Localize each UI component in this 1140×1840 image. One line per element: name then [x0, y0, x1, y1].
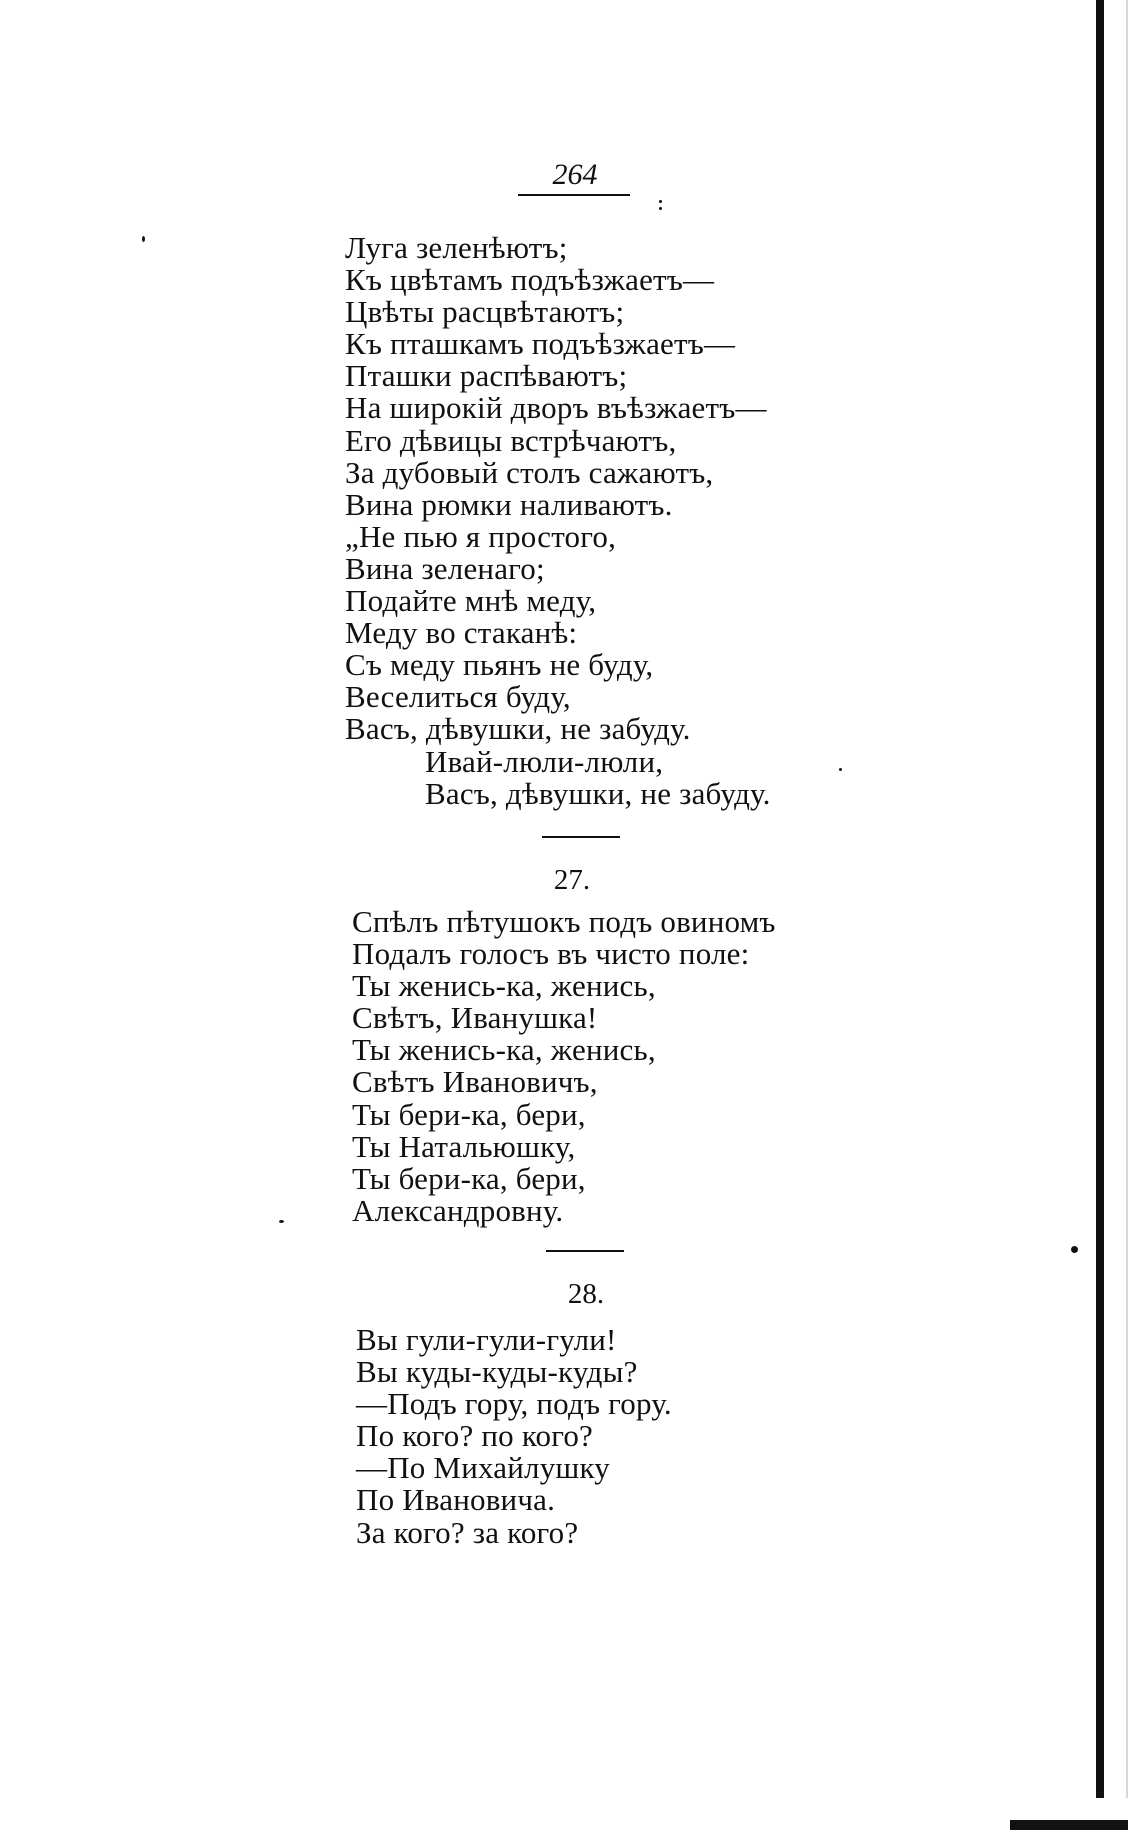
- verse-line: Васъ, дѣвушки, не забуду.: [345, 711, 691, 747]
- scan-artifact-bar: [1010, 1820, 1128, 1830]
- section-divider: [546, 1250, 624, 1252]
- verse-line: Подалъ голосъ въ чисто поле:: [352, 936, 750, 972]
- song-27: [352, 906, 776, 1227]
- refrain-line: Ивай-люли-люли,: [425, 743, 664, 779]
- song-number: 28.: [567, 1278, 605, 1310]
- verse-line: —Подъ гору, подъ гору.: [356, 1386, 672, 1422]
- verse-line: Свѣтъ, Иванушка!: [352, 1000, 598, 1036]
- verse-line: Вина зеленаго;: [345, 550, 545, 586]
- verse-line: Свѣтъ Ивановичъ,: [352, 1064, 598, 1100]
- section-divider: [542, 836, 620, 838]
- verse-line: Веселиться буду,: [345, 679, 571, 715]
- verse-line: За дубовый столъ сажаютъ,: [345, 454, 714, 490]
- verse-line: Цвѣты расцвѣтаютъ;: [345, 294, 625, 330]
- page-edge-line: [1126, 0, 1128, 1798]
- refrain-line: Васъ, дѣвушки, не забуду.: [425, 775, 771, 811]
- verse-line: —По Михайлушку: [356, 1450, 610, 1486]
- verse-line: На широкій дворъ въѣзжаетъ—: [345, 390, 767, 426]
- ink-speck: [839, 768, 842, 771]
- page-number: 264: [552, 158, 598, 191]
- verse-line: Вы гули-гули-гули!: [356, 1322, 617, 1357]
- verse-line: Александровну.: [352, 1192, 564, 1228]
- verse-line: За кого? за кого?: [356, 1514, 579, 1550]
- ink-speck: [142, 236, 145, 242]
- verse-line: Его дѣвицы встрѣчаютъ,: [345, 422, 677, 458]
- verse-line: Вы куды-куды-куды?: [356, 1354, 638, 1390]
- verse-line: Къ цвѣтамъ подъѣзжаетъ—: [345, 262, 715, 298]
- verse-line: Вина рюмки наливаютъ.: [345, 486, 673, 522]
- verse-line: По кого? по кого?: [356, 1418, 594, 1454]
- verse-line: Луга зеленѣютъ;: [345, 230, 568, 265]
- verse-line: „Не пью я простого,: [345, 518, 617, 554]
- verse-line: Ты бери-ка, бери,: [352, 1096, 586, 1132]
- verse-line: По Ивановича.: [356, 1482, 556, 1518]
- verse-line: Ты Натальюшку,: [352, 1128, 576, 1164]
- verse-line: Подайте мнѣ меду,: [345, 583, 597, 619]
- verse-line: Къ пташкамъ подъѣзжаетъ—: [345, 326, 736, 362]
- verse-line: Пташки распѣваютъ;: [345, 358, 628, 394]
- ink-speck: [659, 200, 662, 203]
- ink-speck: [279, 1220, 284, 1223]
- verse-line: Съ меду пьянъ не буду,: [345, 647, 654, 683]
- verse-line: Ты бери-ка, бери,: [352, 1160, 586, 1196]
- page-edge-shadow: [1096, 0, 1104, 1798]
- ink-speck: [659, 207, 662, 210]
- verse-line: Меду во стаканѣ:: [345, 615, 578, 651]
- song-26-continuation: [345, 232, 771, 810]
- verse-line: Спѣлъ пѣтушокъ подъ овиномъ: [352, 904, 776, 939]
- verse-line: Ты женись-ка, женись,: [352, 968, 656, 1004]
- song-number: 27.: [553, 864, 591, 896]
- ink-speck: [1071, 1246, 1078, 1253]
- page-number-rule: [518, 194, 630, 196]
- verse-line: Ты женись-ка, женись,: [352, 1032, 656, 1068]
- song-28: [356, 1324, 672, 1549]
